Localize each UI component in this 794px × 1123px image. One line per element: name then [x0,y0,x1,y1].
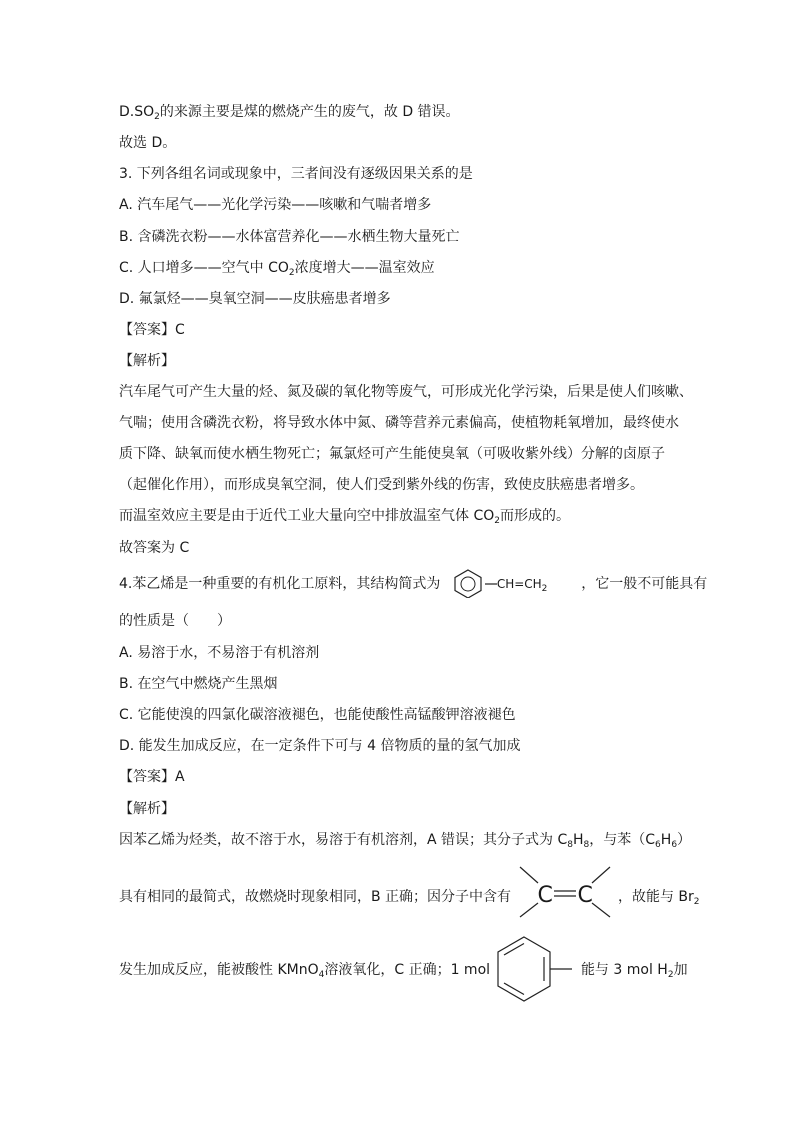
analysis-label: 【解析】 [119,801,175,817]
option-c: C. 人口增多——空气中 $CO_2$浓度增大——温室效应 [119,260,435,278]
question-3-stem: 3. 下列各组名词或现象中，三者间没有逐级因果关系的是 [119,166,473,182]
explanation-line: 而温室效应主要是由于近代工业大量向空中排放温室气体 $CO_2$而形成的。 [119,508,570,526]
option-a: A. 易溶于水，不易溶于有机溶剂 [119,645,320,661]
analysis-label: 【解析】 [119,353,175,369]
carbon-label: C [577,883,593,908]
explanation-line: 气喘；使用含磷洗衣粉，将导致水体中氮、磷等营养元素偏高，使植物耗氧增加，最终使水 [119,415,679,431]
phenyl-structure [494,960,576,980]
final-answer: 故答案为 C [119,540,190,556]
option-d: D. 氟氯烃——臭氧空洞——皮肤癌患者增多 [119,291,391,307]
question-4-stem-cont: 的性质是（ ） [119,613,231,629]
option-b: B. 在空气中燃烧产生黑烟 [119,676,278,692]
bond-line [485,574,497,594]
answer-label: 【答案】A [119,769,185,785]
double-bond-icon [516,862,614,932]
question-4-stem: 4.苯乙烯是一种重要的有机化工原料，其结构简式为 $CH=CH_2$ ，它一般不可能具有 [119,574,707,594]
explanation-line: 发生加成反应，能被酸性 KMnO$_4$溶液氧化，C 正确；1 mol 能与 3 mol $H_2$加 [119,960,688,980]
option-b: B. 含磷洗衣粉——水体富营养化——水栖生物大量死亡 [119,229,460,245]
explanation-line: （起催化作用），而形成臭氧空洞，使人们受到紫外线的伤害，致使皮肤癌患者增多。 [119,477,644,493]
text-line: 故选 D。 [119,135,177,151]
explanation-line: 质下降、缺氧而使水栖生物死亡；氟氯烃可产生能使臭氧（可吸收紫外线）分解的卤原子 [119,446,665,462]
vinyl-group: $CH=CH_2$ [496,577,548,594]
alkene-double-bond-structure [516,883,614,908]
carbon-label: C [537,883,553,908]
styrene-formula [445,574,577,594]
explanation-line: 汽车尾气可产生大量的烃、氮及碳的氧化物等废气，可形成光化学污染，后果是使人们咳嗽、 [119,384,693,400]
explanation-line: 因苯乙烯为烃类，故不溶于水，易溶于有机溶剂，A 错误；其分子式为 $C_8H_8$，与苯$(C_6H_6)$ [119,832,692,850]
explanation-line: 具有相同的最简式，故燃烧时现象相同，B 正确；因分子中含有 C C ，故能与 $Br_2$ [119,887,700,907]
option-c: C. 它能使溴的四氯化碳溶液褪色，也能使酸性高锰酸钾溶液褪色 [119,707,516,723]
benzene-ring-icon [494,934,576,1006]
text-line: $D.SO_2$的来源主要是煤的燃烧产生的废气，故 D 错误。 [119,104,460,122]
answer-label: 【答案】C [119,322,185,338]
option-a: A. 汽车尾气——光化学污染——咳嗽和气喘者增多 [119,197,432,213]
benzene-ring-icon [451,568,485,598]
option-d: D. 能发生加成反应，在一定条件下可与 4 倍物质的量的氢气加成 [119,738,521,754]
